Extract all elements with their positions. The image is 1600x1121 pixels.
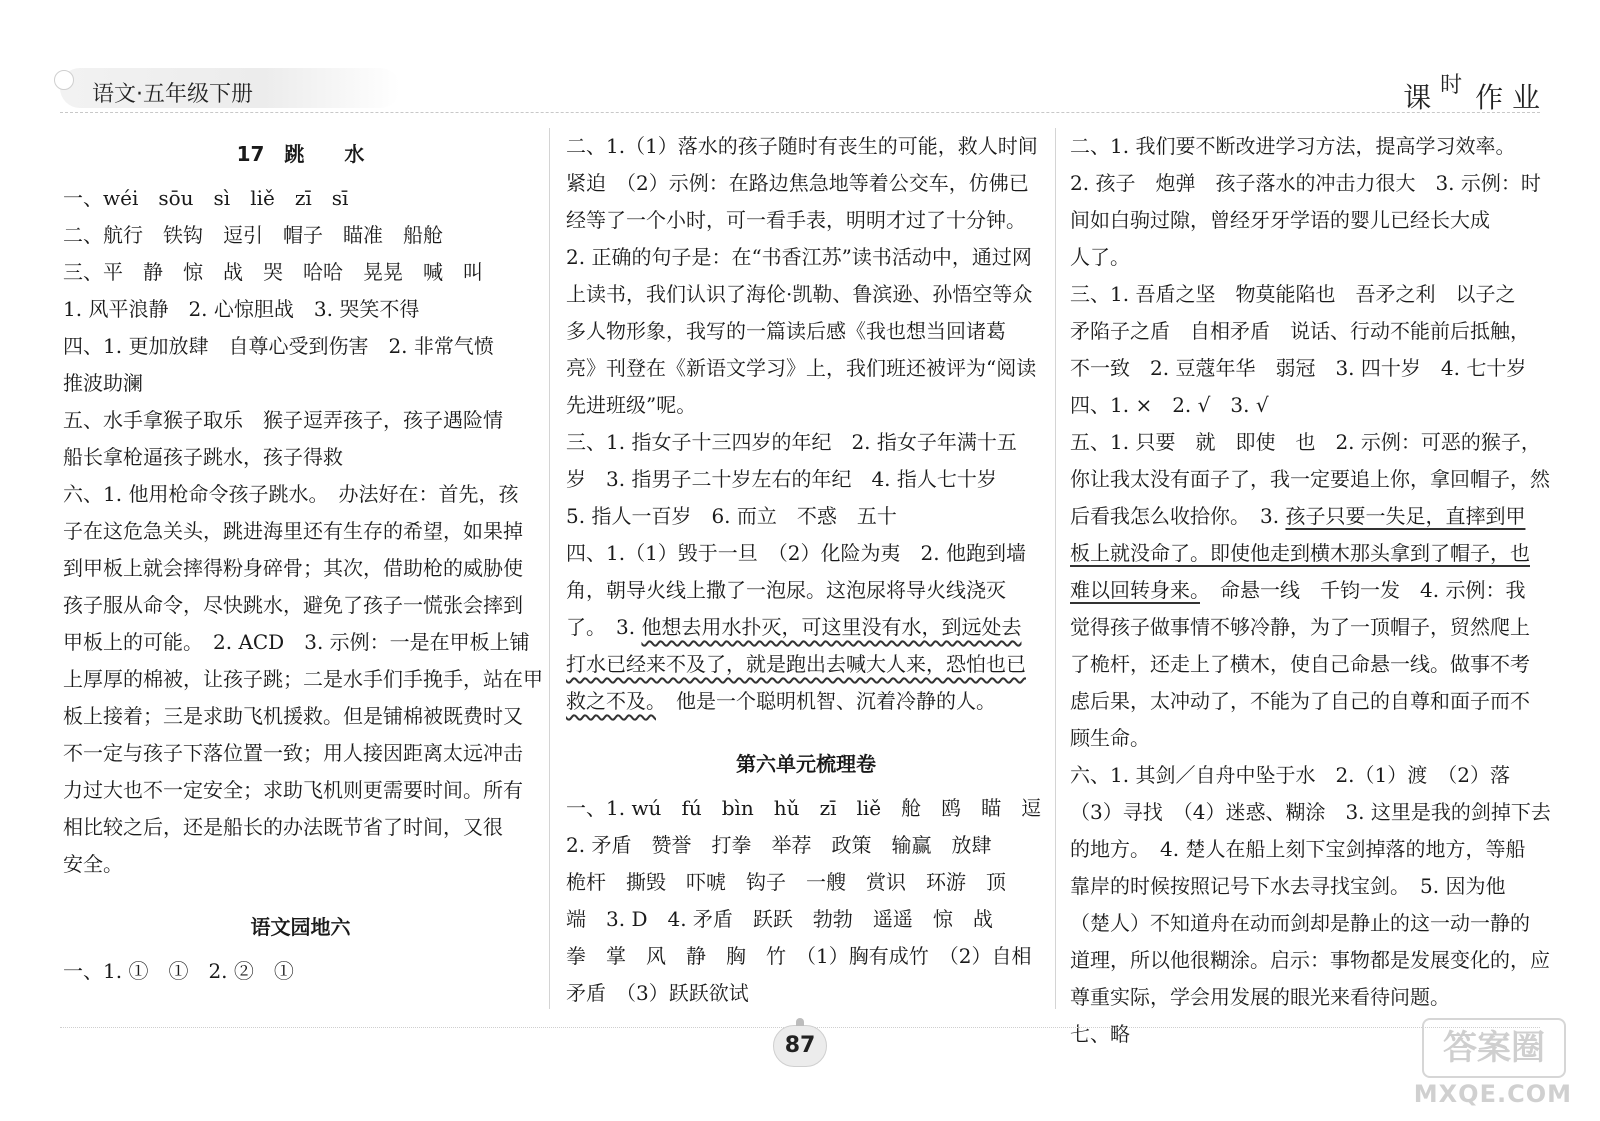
watermark-url: MXQE.COM <box>1413 1080 1572 1108</box>
answer-text: 后看我怎么收拾你。 3. <box>1070 504 1286 528</box>
answer-line: 1. 风平浪静 2. 心惊胆战 3. 哭笑不得 <box>63 297 420 321</box>
answer-line: 上厚厚的棉被，让孩子跳；二是水手们手挽手，站在甲 <box>63 667 543 691</box>
header-book-banner <box>60 68 400 108</box>
answer-line: 推波助澜 <box>63 371 143 395</box>
underlined-text: 板上就没命了。即使他走到横木那头拿到了帽子，也 <box>1070 541 1530 565</box>
answer-column-middle <box>566 128 1046 1025</box>
answer-line: 5. 指人一百岁 6. 而立 不惑 五十 <box>566 504 897 528</box>
answer-line: 力过大也不一定安全；求助飞机则更需要时间。所有 <box>63 778 523 802</box>
underlined-text: 孩子只要一失足，直摔到甲 <box>1285 504 1526 528</box>
answer-line: （3）寻找 （4）迷惑、糊涂 3. 这里是我的剑掉下去 <box>1070 800 1551 824</box>
answer-line: 了桅杆，还走上了横木，使自己命悬一线。做事不考 <box>1070 652 1530 676</box>
answer-line: 船长拿枪逼孩子跳水，孩子得救 <box>63 445 343 469</box>
answer-line: 先进班级”呢。 <box>566 393 697 417</box>
answer-line: 顾生命。 <box>1070 726 1150 750</box>
answer-line: 六、1. 其剑／自舟中坠于水 2.（1）渡 （2）落 <box>1070 763 1510 787</box>
answer-line: 一、1. ① ① 2. ② ① <box>63 959 294 983</box>
answer-column-left <box>63 128 543 1025</box>
answer-line: 相比较之后，还是船长的办法既节省了时间，又很 <box>63 815 503 839</box>
answer-line: 人了。 <box>1070 245 1130 269</box>
answer-line: 矛陷子之盾 自相矛盾 说话、行动不能前后抵触， <box>1070 319 1530 343</box>
answer-line: 一、1. wú fú bìn hǔ zī liě 舱 鸥 瞄 逗 <box>566 796 1042 820</box>
answer-line: 甲板上的可能。 2. ACD 3. 示例：一是在甲板上铺 <box>63 630 530 654</box>
series-char: 时 <box>1440 73 1463 98</box>
section-title: 第六单元梳理卷 <box>736 752 876 776</box>
answer-line: 二、航行 铁钩 逗引 帽子 瞄准 船舱 <box>63 223 443 247</box>
answer-line: （楚人）不知道舟在动而剑却是静止的这一动一静的 <box>1070 911 1530 935</box>
answer-line: 觉得孩子做事情不够冷静，为了一顶帽子，贸然爬上 <box>1070 615 1530 639</box>
series-char: 作 <box>1475 81 1504 114</box>
answer-line: 端 3. D 4. 矛盾 跃跃 勃勃 遥遥 惊 战 <box>566 907 993 931</box>
answer-line <box>1070 535 1560 572</box>
answer-line: 桅杆 撕毁 吓唬 钩子 一艘 赏识 环游 顶 <box>566 870 1006 894</box>
answer-column-right <box>1070 128 1560 1046</box>
answer-line <box>1070 498 1560 535</box>
header-series-title <box>1403 68 1540 112</box>
answer-line: 二、1. 我们要不断改进学习方法，提高学习效率。 <box>1070 134 1516 158</box>
answer-line <box>566 609 1046 646</box>
answer-line: 五、1. 只要 就 即使 也 2. 示例：可恶的猴子， <box>1070 430 1541 454</box>
answer-line: 角，朝导火线上撒了一泡尿。这泡尿将导火线浇灭 <box>566 578 1006 602</box>
column-divider <box>1055 128 1056 1009</box>
wavy-underlined-text: 他想去用水扑灭，可这里没有水，到远处去 <box>641 615 1022 639</box>
answer-line: 2. 正确的句子是：在“书香江苏”读书活动中，通过网 <box>566 245 1032 269</box>
answer-text: 他是一个聪明机智、沉着冷静的人。 <box>656 689 996 713</box>
answer-line: 亮》刊登在《新语文学习》上，我们班还被评为“阅读 <box>566 356 1037 380</box>
answer-line: 拳 掌 风 静 胸 竹 （1）胸有成竹 （2）自相 <box>566 944 1032 968</box>
answer-line: 的地方。 4. 楚人在船上刻下宝剑掉落的地方，等船 <box>1070 837 1526 861</box>
answer-line: 孩子服从命令，尽快跳水，避免了孩子一慌张会摔到 <box>63 593 523 617</box>
wavy-underlined-text: 救之不及。 <box>566 689 656 713</box>
answer-text: 命悬一线 千钧一发 4. 示例：我 <box>1200 578 1526 602</box>
answer-line: 靠岸的时候按照记号下水去寻找宝剑。 5. 因为他 <box>1070 874 1506 898</box>
answer-line: 二、1.（1）落水的孩子随时有丧生的可能，救人时间 <box>566 134 1038 158</box>
answer-line: 七、略 <box>1070 1022 1130 1046</box>
answer-line: 紧迫 （2）示例：在路边焦急地等着公交车，仿佛已 <box>566 171 1029 195</box>
answer-line: 不一定与孩子下落位置一致；用人接因距离太远冲击 <box>63 741 523 765</box>
wavy-underlined-text: 打水已经来不及了，就是跑出去喊大人来，恐怕也已 <box>566 652 1026 676</box>
answer-line: 多人物形象，我写的一篇读后感《我也想当回诸葛 <box>566 319 1006 343</box>
series-char: 业 <box>1511 81 1540 114</box>
page-header <box>60 68 1540 113</box>
answer-line: 上读书，我们认识了海伦·凯勒、鲁滨逊、孙悟空等众 <box>566 282 1033 306</box>
answer-line: 间如白驹过隙，曾经牙牙学语的婴儿已经长大成 <box>1070 208 1490 232</box>
answer-text: 了。 3. <box>566 615 642 639</box>
answer-line: 三、1. 指女子十三四岁的年纪 2. 指女子年满十五 <box>566 430 1017 454</box>
answer-line: 四、1. 更加放肆 自尊心受到伤害 2. 非常气愤 <box>63 334 494 358</box>
answer-line: 四、1. × 2. √ 3. √ <box>1070 393 1269 417</box>
watermark-logo <box>1372 1018 1572 1106</box>
answer-line: 岁 3. 指男子二十岁左右的年纪 4. 指人七十岁 <box>566 467 997 491</box>
answer-line: 五、水手拿猴子取乐 猴子逗弄孩子，孩子遇险情 <box>63 408 503 432</box>
answer-line: 安全。 <box>63 852 123 876</box>
answer-line <box>566 646 1046 683</box>
answer-line <box>1070 572 1560 609</box>
header-book-title: 语文·五年级下册 <box>92 82 253 107</box>
answer-line: 矛盾 （3）跃跃欲试 <box>566 981 749 1005</box>
underlined-text: 难以回转身来。 <box>1070 578 1200 602</box>
answer-line: 三、平 静 惊 战 哭 哈哈 晃晃 喊 叫 <box>63 260 483 284</box>
answer-line: 经等了一个小时，可一看手表，明明才过了十分钟。 <box>566 208 1026 232</box>
page-number: 87 <box>773 1025 827 1067</box>
answer-line: 四、1.（1）毁于一旦 （2）化险为夷 2. 他跑到墙 <box>566 541 1026 565</box>
section-title: 语文园地六 <box>250 915 351 939</box>
answer-line: 六、1. 他用枪命令孩子跳水。 办法好在：首先，孩 <box>63 482 519 506</box>
answer-line: 道理，所以他很糊涂。启示：事物都是发展变化的，应 <box>1070 948 1550 972</box>
series-char: 课 <box>1403 81 1432 114</box>
answer-line: 尊重实际，学会用发展的眼光来看待问题。 <box>1070 985 1450 1009</box>
answer-line: 子在这危急关头，跳进海里还有生存的希望，如果掉 <box>63 519 523 543</box>
answer-line: 三、1. 吾盾之坚 物莫能陷也 吾矛之利 以子之 <box>1070 282 1516 306</box>
answer-line: 虑后果，太冲动了，不能为了自己的自尊和面子而不 <box>1070 689 1530 713</box>
section-title: 17 跳 水 <box>236 142 365 166</box>
header-ornament-icon <box>54 70 74 90</box>
answer-line: 2. 矛盾 赞誉 打拳 举荐 政策 输赢 放肆 <box>566 833 992 857</box>
watermark-text: 答案圈 <box>1422 1018 1566 1078</box>
answer-line: 不一致 2. 豆蔻年华 弱冠 3. 四十岁 4. 七十岁 <box>1070 356 1527 380</box>
column-divider <box>549 128 550 1009</box>
answer-line: 板上接着；三是求助飞机援救。但是铺棉被既费时又 <box>63 704 523 728</box>
answer-line: 一、wéi sōu sì liě zī sī <box>63 186 349 210</box>
answer-line: 到甲板上就会摔得粉身碎骨；其次，借助枪的威胁使 <box>63 556 523 580</box>
answer-line: 2. 孩子 炮弹 孩子落水的冲击力很大 3. 示例：时 <box>1070 171 1541 195</box>
answer-line <box>566 683 1046 720</box>
answer-line: 你让我太没有面子了，我一定要追上你，拿回帽子，然 <box>1070 467 1550 491</box>
